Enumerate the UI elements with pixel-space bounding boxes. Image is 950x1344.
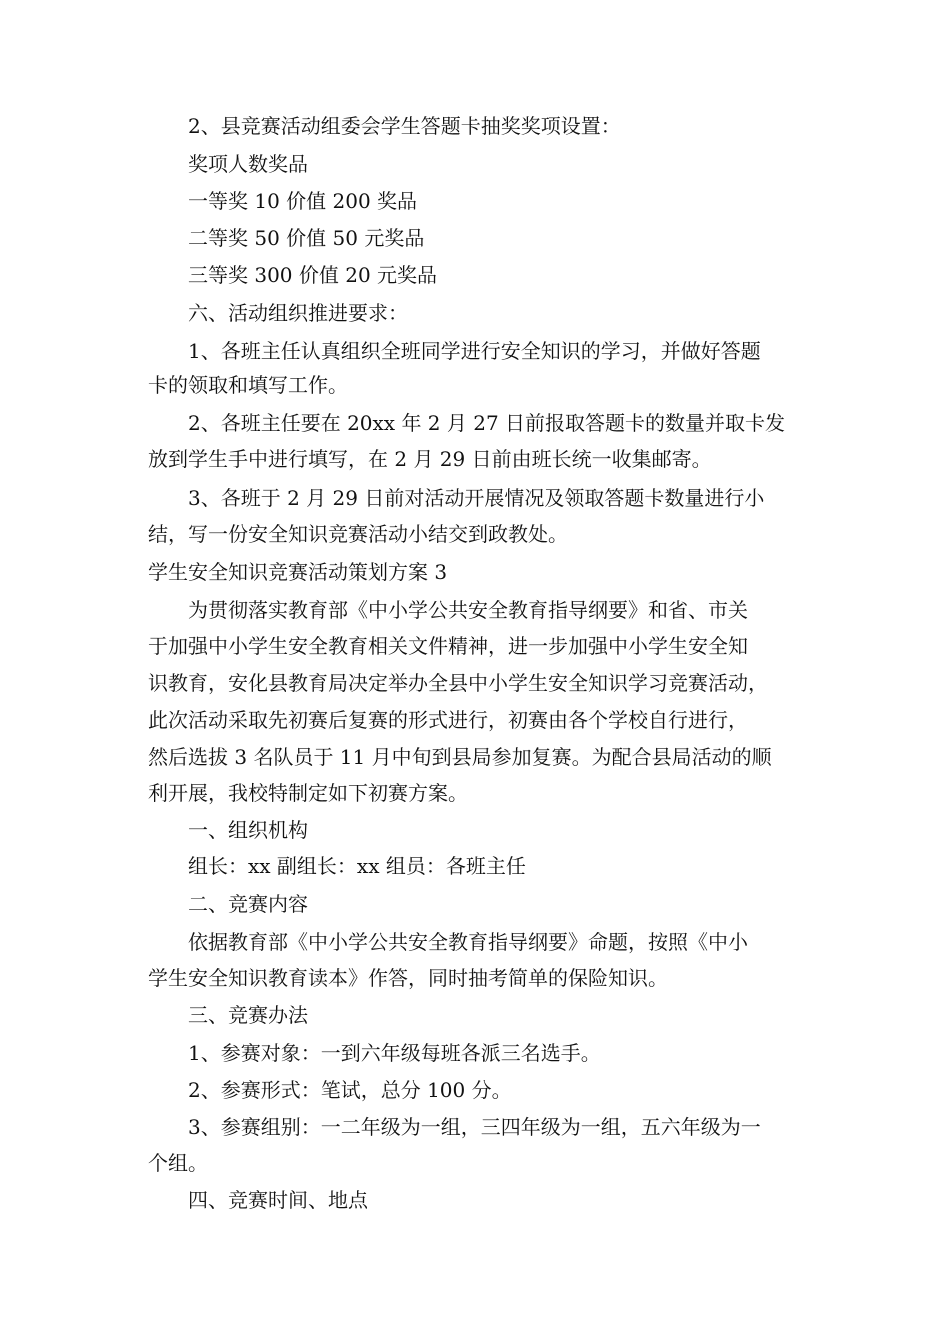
section-six-heading: 六、活动组织推进要求：: [188, 301, 408, 325]
paragraph-line: 2、各班主任要在 20xx 年 2 月 27 日前报取答题卡的数量并取卡发: [188, 411, 786, 435]
prize-settings-heading: 2、县竞赛活动组委会学生答题卡抽奖奖项设置：: [188, 114, 621, 138]
paragraph-line: 识教育，安化县教育局决定举办全县中小学生安全知识学习竞赛活动，: [148, 671, 768, 695]
plan-title: 学生安全知识竞赛活动策划方案 3: [148, 560, 448, 584]
paragraph-line: 依据教育部《中小学公共安全教育指导纲要》命题，按照《中小: [188, 930, 748, 954]
paragraph-line: 1、各班主任认真组织全班同学进行安全知识的学习，并做好答题: [188, 339, 761, 363]
prize-table-header: 奖项人数奖品: [188, 152, 308, 176]
paragraph-line: 放到学生手中进行填写，在 2 月 29 日前由班长统一收集邮寄。: [148, 447, 712, 471]
section-heading: 一、组织机构: [188, 818, 308, 842]
third-prize-line: 三等奖 300 价值 20 元奖品: [188, 263, 438, 287]
section-heading: 四、竞赛时间、地点: [188, 1188, 368, 1212]
paragraph-line: 1、参赛对象：一到六年级每班各派三名选手。: [188, 1041, 601, 1065]
section-heading: 二、竞赛内容: [188, 892, 308, 916]
first-prize-line: 一等奖 10 价值 200 奖品: [188, 189, 418, 213]
second-prize-line: 二等奖 50 价值 50 元奖品: [188, 226, 425, 250]
paragraph-line: 卡的领取和填写工作。: [148, 373, 348, 397]
paragraph-line: 个组。: [148, 1151, 208, 1175]
paragraph-line: 为贯彻落实教育部《中小学公共安全教育指导纲要》和省、市关: [188, 598, 748, 622]
paragraph-line: 然后选拔 3 名队员于 11 月中旬到县局参加复赛。为配合县局活动的顺: [148, 745, 772, 769]
paragraph-line: 于加强中小学生安全教育相关文件精神，进一步加强中小学生安全知: [148, 634, 748, 658]
paragraph-line: 结，写一份安全知识竞赛活动小结交到政教处。: [148, 522, 568, 546]
paragraph-line: 3、各班于 2 月 29 日前对活动开展情况及领取答题卡数量进行小: [188, 486, 765, 510]
paragraph-line: 学生安全知识教育读本》作答，同时抽考简单的保险知识。: [148, 966, 668, 990]
paragraph-line: 此次活动采取先初赛后复赛的形式进行，初赛由各个学校自行进行，: [148, 708, 748, 732]
paragraph-line: 2、参赛形式：笔试，总分 100 分。: [188, 1078, 512, 1102]
organization-line: 组长：xx 副组长：xx 组员：各班主任: [188, 854, 526, 878]
paragraph-line: 利开展，我校特制定如下初赛方案。: [148, 781, 468, 805]
paragraph-line: 3、参赛组别：一二年级为一组，三四年级为一组，五六年级为一: [188, 1115, 761, 1139]
section-heading: 三、竞赛办法: [188, 1003, 308, 1027]
